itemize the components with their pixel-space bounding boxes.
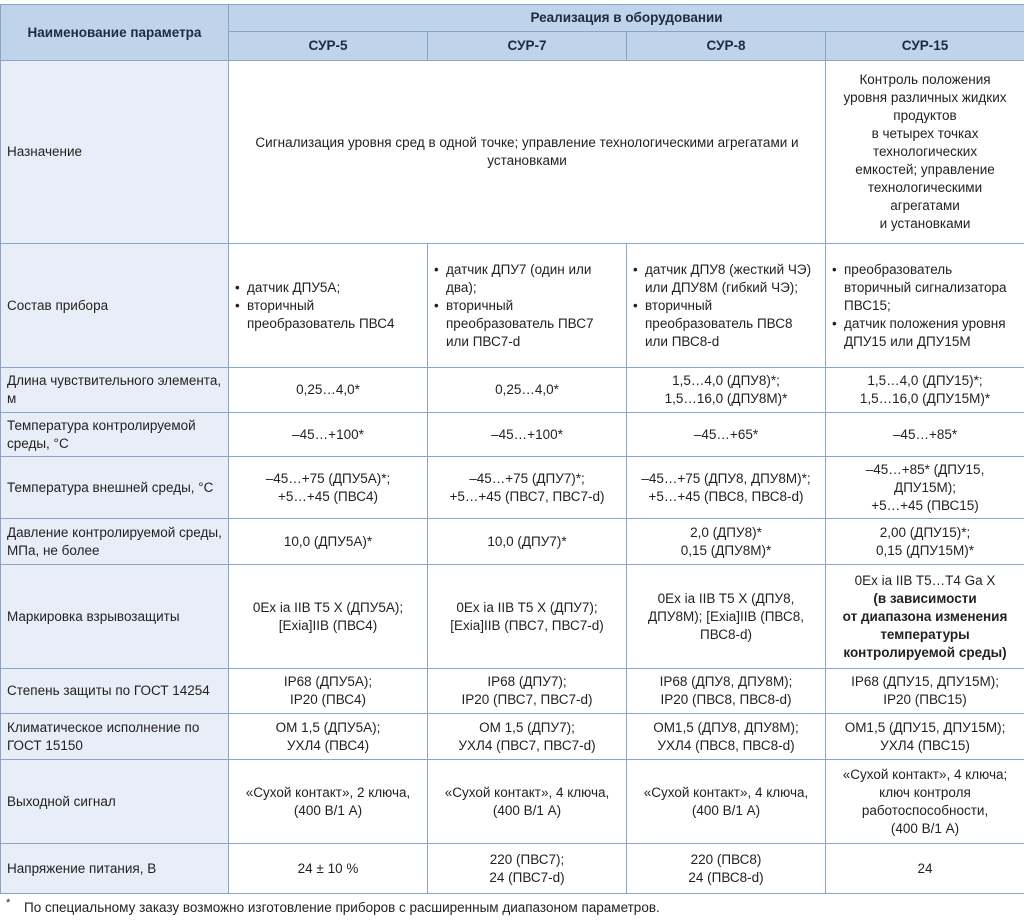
- purpose-common: Сигнализация уровня сред в одной точке; управление технологическими агрегатами и установками: [229, 61, 826, 244]
- temp-medium-sur8: –45…+65*: [627, 413, 826, 457]
- param-name: Длина чувствительного элемента, м: [1, 368, 229, 413]
- temp-ambient-sur15: –45…+85* (ДПУ15, ДПУ15М); +5…+45 (ПВС15): [826, 457, 1024, 519]
- protection-sur7: IP68 (ДПУ7); IP20 (ПВС7, ПВС7-d): [428, 669, 627, 714]
- temp-ambient-sur8: –45…+75 (ДПУ8, ДПУ8М)*; +5…+45 (ПВС8, ПВС8-d): [627, 457, 826, 519]
- header-sur8: СУР-8: [627, 32, 826, 61]
- climate-sur8: ОМ1,5 (ДПУ8, ДПУ8М); УХЛ4 (ПВС8, ПВС8-d): [627, 714, 826, 760]
- row-temp-medium: [1, 413, 1024, 457]
- composition-sur5: • датчик ДПУ5А; • вторичный преобразователь ПВС4: [229, 244, 428, 368]
- row-explosion: [1, 565, 1024, 669]
- temp-medium-sur15: –45…+85*: [826, 413, 1024, 457]
- row-length: [1, 368, 1024, 413]
- temp-medium-sur7: –45…+100*: [428, 413, 627, 457]
- param-name: Выходной сигнал: [1, 760, 229, 844]
- climate-sur7: ОМ 1,5 (ДПУ7); УХЛ4 (ПВС7, ПВС7-d): [428, 714, 627, 760]
- header-sur7: СУР-7: [428, 32, 627, 61]
- explosion-sur8: 0Ex ia IIB T5 X (ДПУ8, ДПУ8М); [Exia]IIB (ПВС8, ПВС8-d): [627, 565, 826, 669]
- param-name: Состав прибора: [1, 244, 229, 368]
- pressure-sur15: 2,00 (ДПУ15)*; 0,15 (ДПУ15М)*: [826, 519, 1024, 565]
- param-name: Назначение: [1, 61, 229, 244]
- explosion-sur15: 0Ex ia IIB T5…T4 Ga X (в зависимости от диапазона изменения температуры контролируемой среды): [826, 565, 1024, 669]
- row-purpose: [1, 61, 1024, 244]
- length-sur8: 1,5…4,0 (ДПУ8)*; 1,5…16,0 (ДПУ8М)*: [627, 368, 826, 413]
- composition-sur8: • датчик ДПУ8 (жесткий ЧЭ) или ДПУ8М (гибкий ЧЭ); • вторичный преобразователь ПВС8 или ПВС8-d: [627, 244, 826, 368]
- explosion-sur7: 0Ex ia IIB T5 X (ДПУ7); [Exia]IIB (ПВС7, ПВС7-d): [428, 565, 627, 669]
- output-sur5: «Сухой контакт», 2 ключа, (400 В/1 А): [229, 760, 428, 844]
- explosion-sur5: 0Ex ia IIB T5 X (ДПУ5А); [Exia]IIB (ПВС4): [229, 565, 428, 669]
- row-output: [1, 760, 1024, 844]
- climate-sur5: ОМ 1,5 (ДПУ5А); УХЛ4 (ПВС4): [229, 714, 428, 760]
- temp-medium-sur5: –45…+100*: [229, 413, 428, 457]
- pressure-sur7: 10,0 (ДПУ7)*: [428, 519, 627, 565]
- row-protection: [1, 669, 1024, 714]
- temp-ambient-sur5: –45…+75 (ДПУ5А)*; +5…+45 (ПВС4): [229, 457, 428, 519]
- header-sur5: СУР-5: [229, 32, 428, 61]
- param-name: Температура контролируемой среды, °С: [1, 413, 229, 457]
- row-temp-ambient: [1, 457, 1024, 519]
- composition-sur15: • преобразователь вторичный сигнализатора ПВС15; • датчик положения уровня ДПУ15 или ДПУ15М: [826, 244, 1024, 368]
- param-name: Напряжение питания, В: [1, 844, 229, 894]
- header-sur15: СУР-15: [826, 32, 1024, 61]
- output-sur15: «Сухой контакт», 4 ключа; ключ контроля работоспособности, (400 В/1 А): [826, 760, 1024, 844]
- param-name: Степень защиты по ГОСТ 14254: [1, 669, 229, 714]
- pressure-sur5: 10,0 (ДПУ5А)*: [229, 519, 428, 565]
- output-sur8: «Сухой контакт», 4 ключа, (400 В/1 А): [627, 760, 826, 844]
- footnote-text: По специальному заказу возможно изготовление приборов с расширенным диапазоном параметров.: [24, 900, 660, 915]
- protection-sur8: IP68 (ДПУ8, ДПУ8М); IP20 (ПВС8, ПВС8-d): [627, 669, 826, 714]
- length-sur5: 0,25…4,0*: [229, 368, 428, 413]
- composition-sur7: • датчик ДПУ7 (один или два); • вторичный преобразователь ПВС7 или ПВС7-d: [428, 244, 627, 368]
- row-voltage: [1, 844, 1024, 894]
- header-impl: Реализация в оборудовании: [229, 5, 1024, 32]
- voltage-sur5: 24 ± 10 %: [229, 844, 428, 894]
- output-sur7: «Сухой контакт», 4 ключа, (400 В/1 А): [428, 760, 627, 844]
- length-sur15: 1,5…4,0 (ДПУ15)*; 1,5…16,0 (ДПУ15М)*: [826, 368, 1024, 413]
- protection-sur15: IP68 (ДПУ15, ДПУ15М); IP20 (ПВС15): [826, 669, 1024, 714]
- purpose-sur15: Контроль положения уровня различных жидких продуктов в четырех точках технологических емкостей; управление технологическими агрегатами и установками: [826, 61, 1024, 244]
- footnote-mark: *: [6, 897, 11, 909]
- climate-sur15: ОМ1,5 (ДПУ15, ДПУ15М); УХЛ4 (ПВС15): [826, 714, 1024, 760]
- header-param: Наименование параметра: [1, 5, 229, 61]
- voltage-sur15: 24: [826, 844, 1024, 894]
- voltage-sur7: 220 (ПВС7); 24 (ПВС7-d): [428, 844, 627, 894]
- spec-table: [0, 4, 1024, 894]
- row-pressure: [1, 519, 1024, 565]
- temp-ambient-sur7: –45…+75 (ДПУ7)*; +5…+45 (ПВС7, ПВС7-d): [428, 457, 627, 519]
- row-composition: [1, 244, 1024, 368]
- param-name: Маркировка взрывозащиты: [1, 565, 229, 669]
- protection-sur5: IP68 (ДПУ5А); IP20 (ПВС4): [229, 669, 428, 714]
- param-name: Климатическое исполнение по ГОСТ 15150: [1, 714, 229, 760]
- param-name: Давление контролируемой среды, МПа, не более: [1, 519, 229, 565]
- length-sur7: 0,25…4,0*: [428, 368, 627, 413]
- row-climate: [1, 714, 1024, 760]
- param-name: Температура внешней среды, °С: [1, 457, 229, 519]
- pressure-sur8: 2,0 (ДПУ8)* 0,15 (ДПУ8М)*: [627, 519, 826, 565]
- voltage-sur8: 220 (ПВС8) 24 (ПВС8-d): [627, 844, 826, 894]
